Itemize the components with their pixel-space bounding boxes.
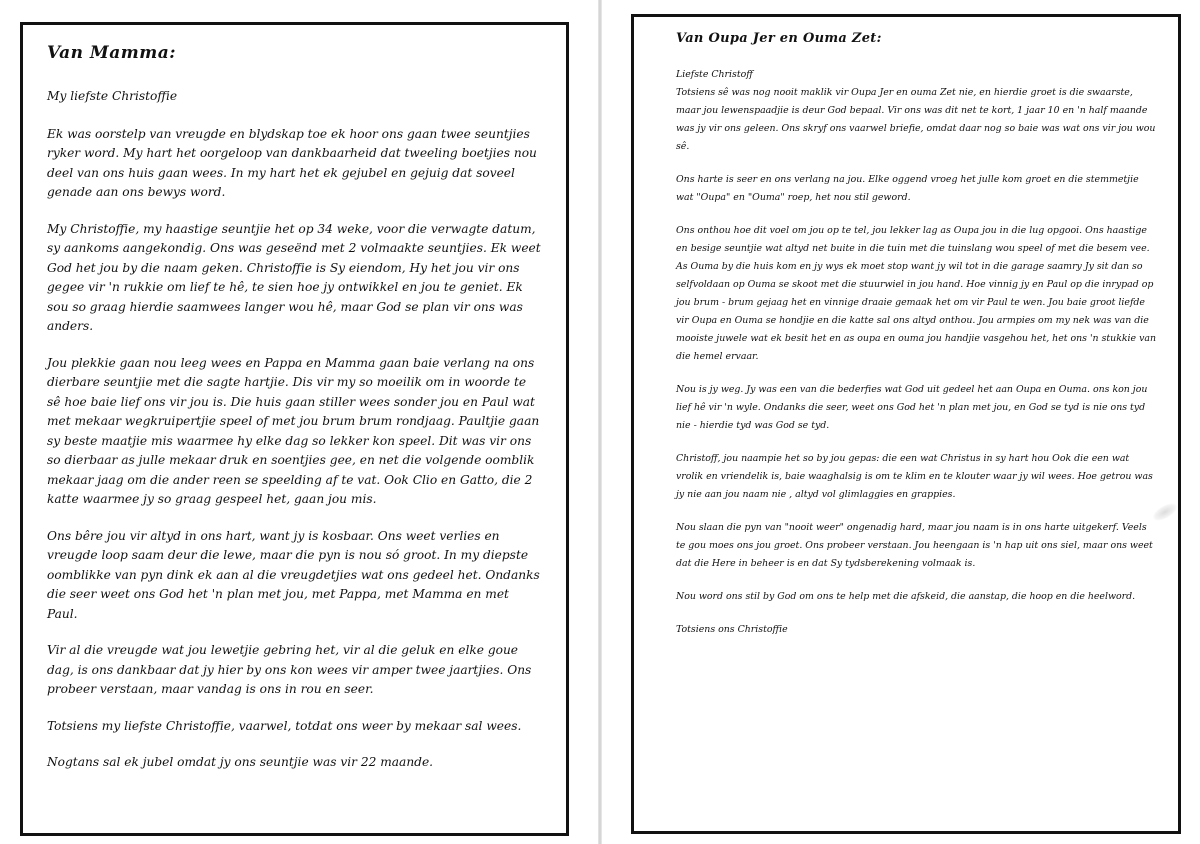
- letter-paragraph: Nou is jy weg. Jy was een van die bederfies wat God uit gedeel het aan Oupa en Ouma. ons kon jou lief hê vir 'n wyle. Ondanks die seer, weet ons God het 'n plan met jou, en God se tyd is nie ons tyd nie - hierdie tyd was God se tyd.: [676, 384, 1148, 431]
- letter-paragraph: Totsiens sê was nog nooit maklik vir Oupa Jer en ouma Zet nie, en hierdie groet is die swaarste, maar jou lewenspaadjie is deur God bepaal. Vir ons was dit net te kort, 1 jaar 10 en 'n half maande was jy vir ons geleen. Ons skryf ons vaarwel briefie, omdat daar nog so baie was wat ons vir jou wou sê.: [676, 87, 1156, 152]
- letter-paragraph: Nou word ons stil by God om ons te help met die afskeid, die aanstap, die hoop en die heelword.: [676, 591, 1136, 602]
- letter-paragraph: Ons onthou hoe dit voel om jou op te tel, jou lekker lag as Oupa jou in die lug opgooi. Ons haastige en besige seuntjie wat altyd net buite in die tuin met die tuinslang wou speel of met die besem vee. As Ouma by die huis kom en jy wys ek moet stop want jy wil tot in die garage saamry Jy sit dan so selfvoldaan op Ouma se skoot met die stuurwiel in jou hand. Hoe vinnig jy en Paul op die inrypad op jou brum - brum gejaag het en vinnige draaie gemaak het om vir Paul te wen. Jou baie groot liefde vir Oupa en Ouma se hondjie en die katte sal ons altyd onthou. Jou armpies om my nek was van die mooiste juwele wat ek besit het en as oupa en ouma jou handjie vasgehou het, het ons 'n stukkie van die hemel ervaar.: [676, 225, 1157, 362]
- letter-paragraph: Ek was oorstelp van vreugde en blydskap toe ek hoor ons gaan twee seuntjies ryker word. My hart het oorgeloop van dankbaarheid dat tweeling boetjies nou deel van ons huis gaan wees. In my hart het ek gejubel en gejuig dat soveel genade aan ons bewys word.: [47, 126, 537, 199]
- letter-paragraph: Jou plekkie gaan nou leeg wees en Pappa en Mamma gaan baie verlang na ons dierbare seuntjie met die sagte hartjie. Dis vir my so moeilik om in woorde te sê hoe baie lief ons vir jou is. Die huis gaan stiller wees sonder jou en Paul wat met mekaar wegkruipertjie speel of met jou brum brum rondjaag. Paultjie gaan sy beste maatjie mis waarmee hy elke dag so lekker kon speel. Dit was vir ons so dierbaar as julle mekaar druk en soentjies gee, en net die volgende oomblik mekaar jaag om die ander reen se speelding af te vat. Ook Clio en Gatto, die 2 katte waarmee jy so graag gespeel het, gaan jou mis.: [47, 355, 540, 506]
- letter-from-mamma: [20, 22, 569, 836]
- letter-paragraph: Nogtans sal ek jubel omdat jy ons seuntjie was vir 22 maande.: [47, 755, 434, 769]
- letter-paragraph: Vir al die vreugde wat jou lewetjie gebring het, vir al die geluk en elke goue dag, is ons dankbaar dat jy hier by ons kon wees vir amper twee jaartjies. Ons probeer verstaan, maar vandag is ons in rou en seer.: [47, 643, 532, 696]
- letter-heading: Van Oupa Jer en Ouma Zet:: [676, 31, 882, 46]
- letter-from-oupa-ouma: [631, 14, 1181, 834]
- letter-heading: Van Mamma:: [47, 43, 177, 63]
- letter-paragraph: Totsiens my liefste Christoffie, vaarwel, totdat ons weer by mekaar sal wees.: [47, 718, 522, 733]
- page-fold: [598, 0, 602, 844]
- letter-paragraph: Nou slaan die pyn van "nooit weer" ongenadig hard, maar jou naam is in ons harte uitgekerf. Veels te gou moes ons jou groet. Ons probeer verstaan. Jou heengaan is 'n hap uit ons siel, maar ons weet dat die Here in beheer is en dat Sy tydsberekening volmaak is.: [676, 522, 1153, 569]
- salutation: Liefste Christoff: [676, 69, 753, 80]
- letter-paragraph: Ons bêre jou vir altyd in ons hart, want jy is kosbaar. Ons weet verlies en vreugde loop saam deur die lewe, maar die pyn is nou só groot. In my diepste oomblikke van pyn dink ek aan al die vreugdetjies wat ons gedeel het. Ondanks die seer weet ons God het 'n plan met jou, met Pappa, met Mamma en met Paul.: [47, 528, 540, 621]
- letter-paragraph: Ons harte is seer en ons verlang na jou. Elke oggend vroeg het julle kom groet en die stemmetjie wat "Oupa" en "Ouma" roep, het nou stil geword.: [676, 174, 1139, 203]
- salutation: My liefste Christoffie: [47, 89, 178, 103]
- letter-paragraph: Totsiens ons Christoffie: [676, 624, 788, 635]
- letter-paragraph: My Christoffie, my haastige seuntjie het op 34 weke, voor die verwagte datum, sy aankoms aangekondig. Ons was geseënd met 2 volmaakte seuntjies. Ek weet God het jou by die naam geken. Christoffie is Sy eiendom, Hy het jou vir ons gegee vir 'n rukkie om lief te hê, te sien hoe jy ontwikkel en jou te geniet. Ek sou so graag hierdie saamwees langer wou hê, maar God se plan vir ons was anders.: [47, 221, 541, 333]
- letter-paragraph: Christoff, jou naampie het so by jou gepas: die een wat Christus in sy hart hou Ook die een wat vrolik en vriendelik is, baie waaghalsig is om te klim en te klouter waar jy wil wees. Hoe getrou was jy nie aan jou naam nie , altyd vol glimlaggies en grappies.: [676, 453, 1153, 500]
